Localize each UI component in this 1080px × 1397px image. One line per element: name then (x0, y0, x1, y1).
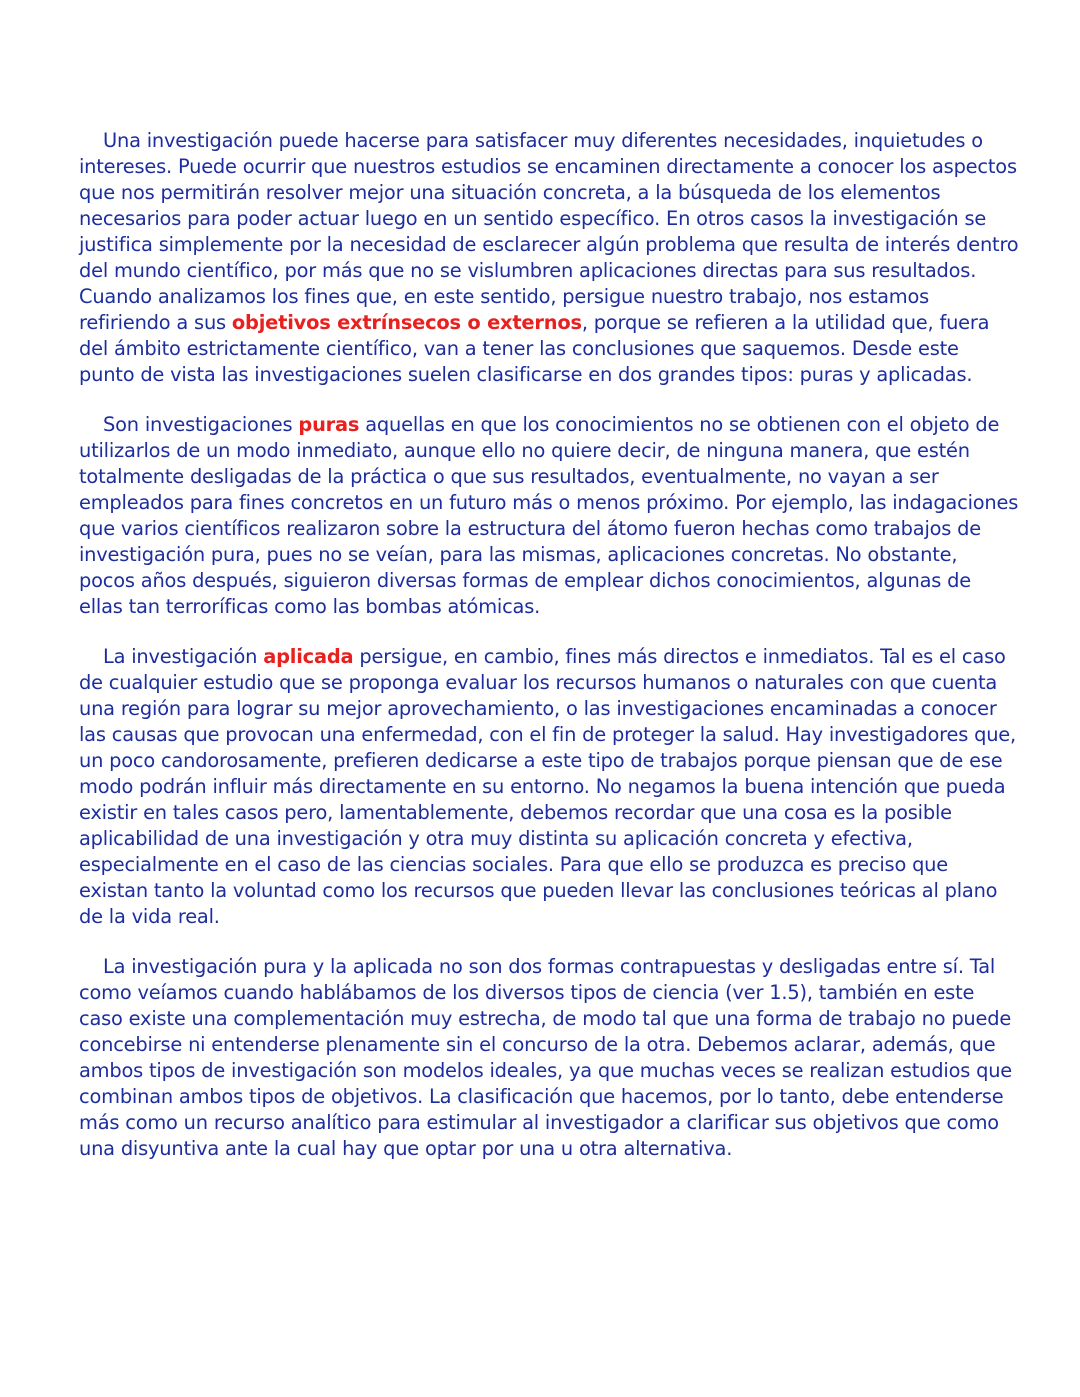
paragraph-text: Son investigaciones (103, 413, 299, 436)
paragraph-pura-y-aplicada (79, 954, 1019, 1162)
paragraph-text: La investigación pura y la aplicada no son dos formas contrapuestas y desligadas entre sí. Tal como veíamos cuando hablábamos de los diversos tipos de ciencia (ver 1.5), también en este caso existe una complementación muy estrecha, de modo tal que una forma de trabajo no puede concebirse ni entenderse plenamente sin el concurso de la otra. Debemos aclarar, además, que ambos tipos de investigación son modelos ideales, ya que muchas veces se realizan estudios que combinan ambos tipos de objetivos. La clasificación que hacemos, por lo tanto, debe entenderse más como un recurso analítico para estimular al investigador a clarificar sus objetivos que como una disyuntiva ante la cual hay que optar por una u otra alternativa. (79, 955, 1013, 1160)
paragraph-investigacion-pura (79, 412, 1019, 620)
paragraph-text: persigue, en cambio, fines más directos e inmediatos. Tal es el caso de cualquier estudio que se proponga evaluar los recursos humanos o naturales con que cuenta una región para lograr su mejor aprovechamiento, o las investigaciones encaminadas a conocer las causas que provocan una enfermedad, con el fin de proteger la salud. Hay investigadores que, un poco candorosamente, prefieren dedicarse a este tipo de trabajos porque piensan que de ese modo podrán influir más directamente en su entorno. No negamos la buena intención que pueda existir en tales casos pero, lamentablemente, debemos recordar que una cosa es la posible aplicabilidad de una investigación y otra muy distinta su aplicación concreta y efectiva, especialmente en el caso de las ciencias sociales. Para que ello se produzca es preciso que existan tanto la voluntad como los recursos que pueden llevar las conclusiones teóricas al plano de la vida real. (79, 645, 1017, 928)
paragraph-investigacion-aplicada (79, 644, 1019, 930)
paragraph-text: aquellas en que los conocimientos no se obtienen con el objeto de utilizarlos de un modo inmediato, aunque ello no quiere decir, de ninguna manera, que estén totalmente desligadas de la práctica o que sus resultados, eventualmente, no vayan a ser empleados para fines concretos en un futuro más o menos próximo. Por ejemplo, las indagaciones que varios científicos realizaron sobre la estructura del átomo fueron hechas como trabajos de investigación pura, pues no se veían, para las mismas, aplicaciones concretas. No obstante, pocos años después, siguieron diversas formas de emplear dichos conocimientos, algunas de ellas tan terroríficas como las bombas atómicas. (79, 413, 1019, 618)
highlight-term: objetivos extrínsecos o externos (231, 311, 582, 334)
document-body (79, 128, 1019, 1186)
paragraph-text: Una investigación puede hacerse para satisfacer muy diferentes necesidades, inquietudes o intereses. Puede ocurrir que nuestros estudios se encaminen directamente a conocer los aspectos que nos permitirán resolver mejor una situación concreta, a la búsqueda de los elementos necesarios para poder actuar luego en un sentido específico. En otros casos la investigación se justifica simplemente por la necesidad de esclarecer algún problema que resulta de interés dentro del mundo científico, por más que no se vislumbren aplicaciones directas para sus resultados. Cuando analizamos los fines que, en este sentido, persigue nuestro trabajo, nos estamos refiriendo a sus (79, 129, 1019, 334)
highlight-term: aplicada (263, 645, 354, 668)
paragraph-objetivos-extrinsecos (79, 128, 1019, 388)
highlight-term: puras (298, 413, 360, 436)
paragraph-text: La investigación (103, 645, 264, 668)
paragraph-text: , porque se refieren a la utilidad que, fuera del ámbito estrictamente científico, van a tener las conclusiones que saquemos. Desde este punto de vista las investigaciones suelen clasificarse en dos grandes tipos: puras y aplicadas. (79, 311, 990, 386)
